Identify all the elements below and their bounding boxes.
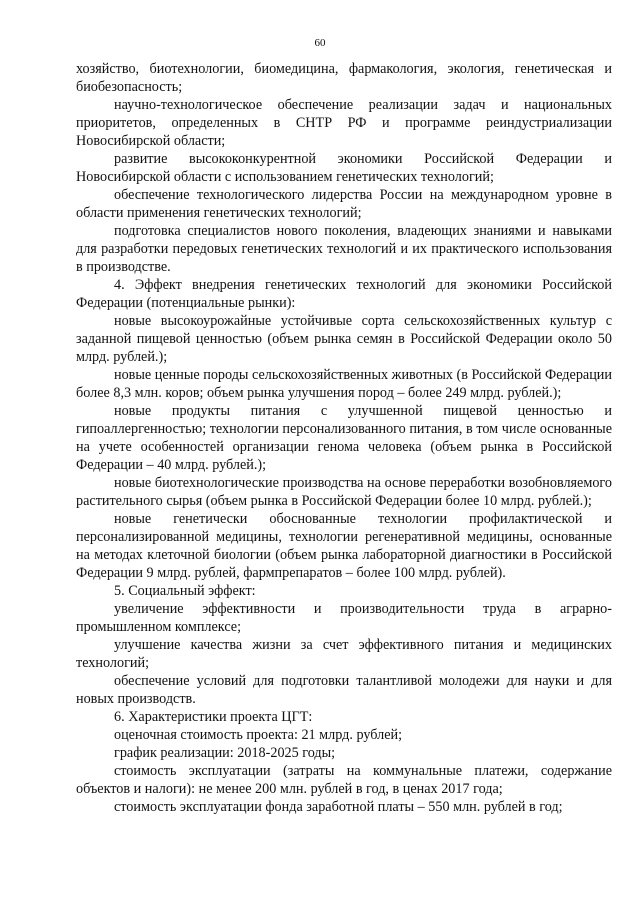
paragraph: стоимость эксплуатации фонда заработной платы – 550 млн. рублей в год; [114, 799, 563, 815]
paragraph: оценочная стоимость проекта: 21 млрд. рублей; [114, 727, 403, 743]
paragraph: новые продукты питания с улучшенной пищевой ценностью и гипоаллергенностью; технологии персонализованного питания, в том числе основанные на учете особенностей организации генома человека (объем рынка в Российской Федерации – 40 млрд. рублей.); [76, 403, 612, 473]
page-number: 60 [314, 37, 326, 49]
paragraph: улучшение качества жизни за счет эффективного питания и медицинских технологий; [76, 637, 612, 671]
paragraph: новые биотехнологические производства на основе переработки возобновляемого растительного сырья (объем рынка в Российской Федерации более 10 млрд. рублей.); [76, 475, 612, 509]
section-heading: 5. Социальный эффект: [114, 583, 256, 599]
paragraph: график реализации: 2018-2025 годы; [114, 745, 336, 761]
paragraph: стоимость эксплуатации (затраты на коммунальные платежи, содержание объектов и налоги): не менее 200 млн. рублей в год, в ценах 2017 года; [76, 763, 612, 797]
paragraph: обеспечение условий для подготовки талантливой молодежи для науки и для новых производств. [76, 673, 612, 707]
paragraph: развитие высококонкурентной экономики Российской Федерации и Новосибирской области с использованием генетических технологий; [76, 151, 612, 185]
section-heading: 6. Характеристики проекта ЦГТ: [114, 709, 313, 725]
paragraph: новые ценные породы сельскохозяйственных животных (в Российской Федерации более 8,3 млн. коров; объем рынка улучшения пород – более 249 млрд. рублей.); [76, 367, 612, 401]
paragraph: новые высокоурожайные устойчивые сорта сельскохозяйственных культур с заданной пищевой ценностью (объем рынка семян в Российской Федерации около 50 млрд. рублей.); [76, 313, 612, 365]
section-heading: 4. Эффект внедрения генетических технологий для экономики Российской Федерации (потенциальные рынки): [76, 277, 612, 311]
paragraph: научно-технологическое обеспечение реализации задач и национальных приоритетов, определенных в СНТР РФ и программе реиндустриализации Новосибирской области; [76, 97, 612, 149]
paragraph: хозяйство, биотехнологии, биомедицина, фармакология, экология, генетическая и биобезопасность; [76, 61, 612, 95]
paragraph: увеличение эффективности и производительности труда в аграрно-промышленном комплексе; [76, 601, 612, 635]
paragraph: новые генетически обоснованные технологии профилактической и персонализированной медицины, технологии регенеративной медицины, основанные на методах клеточной биологии (объем рынка лабораторной диагностики в Российской Федерации 9 млрд. рублей, фармпрепаратов – более 100 млрд. рублей). [76, 511, 612, 581]
document-body [76, 60, 612, 816]
paragraph: обеспечение технологического лидерства России на международном уровне в области применения генетических технологий; [76, 187, 612, 221]
paragraph: подготовка специалистов нового поколения, владеющих знаниями и навыками для разработки передовых генетических технологий и их практического использования в производстве. [76, 223, 612, 275]
